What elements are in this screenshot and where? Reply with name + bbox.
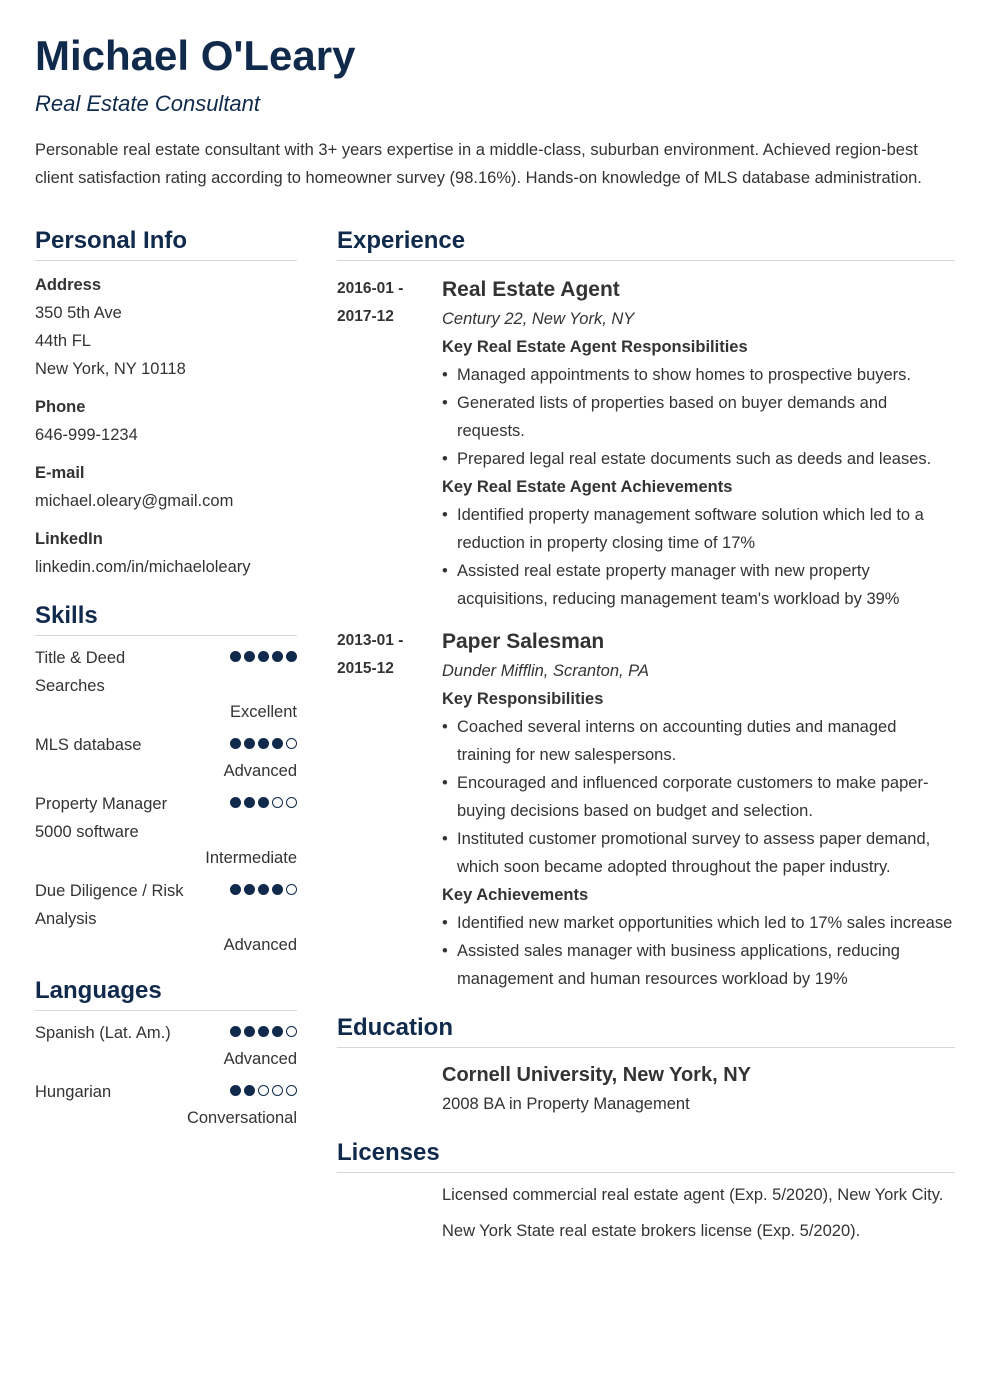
language-name: Hungarian [35, 1083, 112, 1101]
skill-name: MLS database [35, 736, 142, 754]
rating-dot-empty-icon [258, 1085, 269, 1096]
skills-list [35, 644, 297, 956]
job-dates [337, 627, 427, 683]
language-rating-dots [230, 1026, 297, 1037]
skill-name: Due Diligence / Risk Analysis [35, 882, 184, 928]
address-line-3: New York, NY 10118 [35, 360, 186, 378]
language-item [35, 1078, 297, 1129]
achievement-item: • Assisted sales manager with business applications, reducing management and human resources workload by 19% [442, 937, 955, 993]
language-item [35, 1019, 297, 1070]
achievements-list [442, 501, 955, 613]
phone-value: 646-999-1234 [35, 426, 138, 444]
languages-list [35, 1019, 297, 1129]
job-date-start: 2013-01 - [337, 632, 404, 649]
languages-heading: Languages [35, 974, 297, 1011]
skill-rating-dots [230, 797, 297, 808]
rating-dot-empty-icon [286, 884, 297, 895]
responsibility-item: • Managed appointments to show homes to prospective buyers. [442, 361, 955, 389]
job-date-end: 2017-12 [337, 308, 394, 325]
licenses-list [442, 1181, 955, 1245]
rating-dot-empty-icon [272, 797, 283, 808]
achievement-item: • Assisted real estate property manager with new property acquisitions, reducing management team's workload by 39% [442, 557, 955, 613]
responsibility-item: • Generated lists of properties based on buyer demands and requests. [442, 389, 955, 445]
rating-dot-filled-icon [230, 1026, 241, 1037]
job-details [442, 627, 955, 993]
responsibilities-heading: Key Responsibilities [442, 690, 604, 708]
skill-level: Intermediate [205, 849, 297, 867]
job-role: Paper Salesman [442, 630, 605, 653]
job-date-start: 2016-01 - [337, 280, 404, 297]
rating-dot-filled-icon [286, 651, 297, 662]
rating-dot-filled-icon [258, 1026, 269, 1037]
address-line-1: 350 5th Ave [35, 304, 122, 322]
job-details [442, 275, 955, 613]
profile-summary: Personable real estate consultant with 3+ years expertise in a middle-class, suburban environment. Achieved region-best client satisfaction rating according to homeowner survey (98.16%). Hands-on knowledge of MLS database administration. [35, 141, 922, 187]
rating-dot-empty-icon [286, 1085, 297, 1096]
license-item: Licensed commercial real estate agent (Exp. 5/2020), New York City. [442, 1186, 944, 1204]
rating-dot-filled-icon [244, 797, 255, 808]
skill-item [35, 644, 297, 723]
address-line-2: 44th FL [35, 332, 91, 350]
rating-dot-empty-icon [286, 797, 297, 808]
language-level: Advanced [223, 1050, 297, 1068]
skill-name: Property Manager 5000 software [35, 795, 168, 841]
skill-item [35, 790, 297, 869]
rating-dot-filled-icon [272, 738, 283, 749]
rating-dot-filled-icon [244, 1085, 255, 1096]
job-role: Real Estate Agent [442, 278, 620, 301]
skill-rating-dots [230, 884, 297, 895]
skills-heading: Skills [35, 599, 297, 636]
rating-dot-filled-icon [258, 651, 269, 662]
left-column [35, 224, 297, 1129]
skill-level: Advanced [223, 762, 297, 780]
achievements-heading: Key Real Estate Agent Achievements [442, 478, 733, 496]
job-date-end: 2015-12 [337, 660, 394, 677]
language-name: Spanish (Lat. Am.) [35, 1024, 171, 1042]
skill-level: Advanced [223, 936, 297, 954]
license-item: New York State real estate brokers license (Exp. 5/2020). [442, 1222, 861, 1240]
skill-rating-dots [230, 651, 297, 662]
jobs-list [337, 275, 955, 993]
rating-dot-filled-icon [272, 1026, 283, 1037]
rating-dot-filled-icon [272, 651, 283, 662]
licenses-heading: Licenses [337, 1136, 955, 1173]
responsibilities-list [442, 713, 955, 881]
responsibilities-list [442, 361, 955, 473]
job-company: Century 22, New York, NY [442, 310, 635, 328]
candidate-title: Real Estate Consultant [35, 91, 261, 116]
responsibilities-heading: Key Real Estate Agent Responsibilities [442, 338, 748, 356]
achievement-item: • Identified property management software solution which led to a reduction in property closing time of 17% [442, 501, 955, 557]
experience-heading: Experience [337, 224, 955, 261]
rating-dot-filled-icon [230, 1085, 241, 1096]
right-column [337, 224, 955, 1245]
responsibility-item: • Coached several interns on accounting duties and managed training for new salespersons. [442, 713, 955, 769]
rating-dot-filled-icon [258, 738, 269, 749]
rating-dot-empty-icon [272, 1085, 283, 1096]
education-school: Cornell University, New York, NY [442, 1064, 751, 1086]
achievements-list [442, 909, 955, 993]
rating-dot-filled-icon [258, 884, 269, 895]
rating-dot-filled-icon [230, 738, 241, 749]
candidate-name: Michael O'Leary [35, 32, 356, 79]
education-entry [442, 1060, 955, 1118]
rating-dot-filled-icon [244, 884, 255, 895]
achievements-heading: Key Achievements [442, 886, 589, 904]
phone-label: Phone [35, 398, 86, 416]
rating-dot-filled-icon [244, 738, 255, 749]
job-company: Dunder Mifflin, Scranton, PA [442, 662, 649, 680]
skill-item [35, 877, 297, 956]
linkedin-value: linkedin.com/in/michaeloleary [35, 558, 251, 576]
address-label: Address [35, 276, 102, 294]
language-rating-dots [230, 1085, 297, 1096]
language-level: Conversational [186, 1109, 297, 1127]
rating-dot-filled-icon [258, 797, 269, 808]
personal-info-heading: Personal Info [35, 224, 297, 261]
skill-name: Title & Deed Searches [35, 649, 126, 695]
responsibility-item: • Prepared legal real estate documents such as deeds and leases. [442, 445, 955, 473]
email-label: E-mail [35, 464, 85, 482]
job-entry [337, 627, 955, 993]
skill-rating-dots [230, 738, 297, 749]
achievement-item: • Identified new market opportunities which led to 17% sales increase [442, 909, 955, 937]
rating-dot-empty-icon [286, 1026, 297, 1037]
rating-dot-filled-icon [244, 651, 255, 662]
job-entry [337, 275, 955, 613]
rating-dot-filled-icon [230, 797, 241, 808]
rating-dot-filled-icon [272, 884, 283, 895]
rating-dot-filled-icon [230, 884, 241, 895]
education-heading: Education [337, 1011, 955, 1048]
rating-dot-filled-icon [244, 1026, 255, 1037]
skill-level: Excellent [230, 703, 297, 721]
skill-item [35, 731, 297, 782]
linkedin-label: LinkedIn [35, 530, 103, 548]
education-degree: 2008 BA in Property Management [442, 1095, 690, 1113]
rating-dot-filled-icon [230, 651, 241, 662]
job-dates [337, 275, 427, 331]
email-value: michael.oleary@gmail.com [35, 492, 234, 510]
responsibility-item: • Encouraged and influenced corporate customers to make paper-buying decisions based on budget and selection. [442, 769, 955, 825]
rating-dot-empty-icon [286, 738, 297, 749]
responsibility-item: • Instituted customer promotional survey to assess paper demand, which soon became adopted throughout the paper industry. [442, 825, 955, 881]
